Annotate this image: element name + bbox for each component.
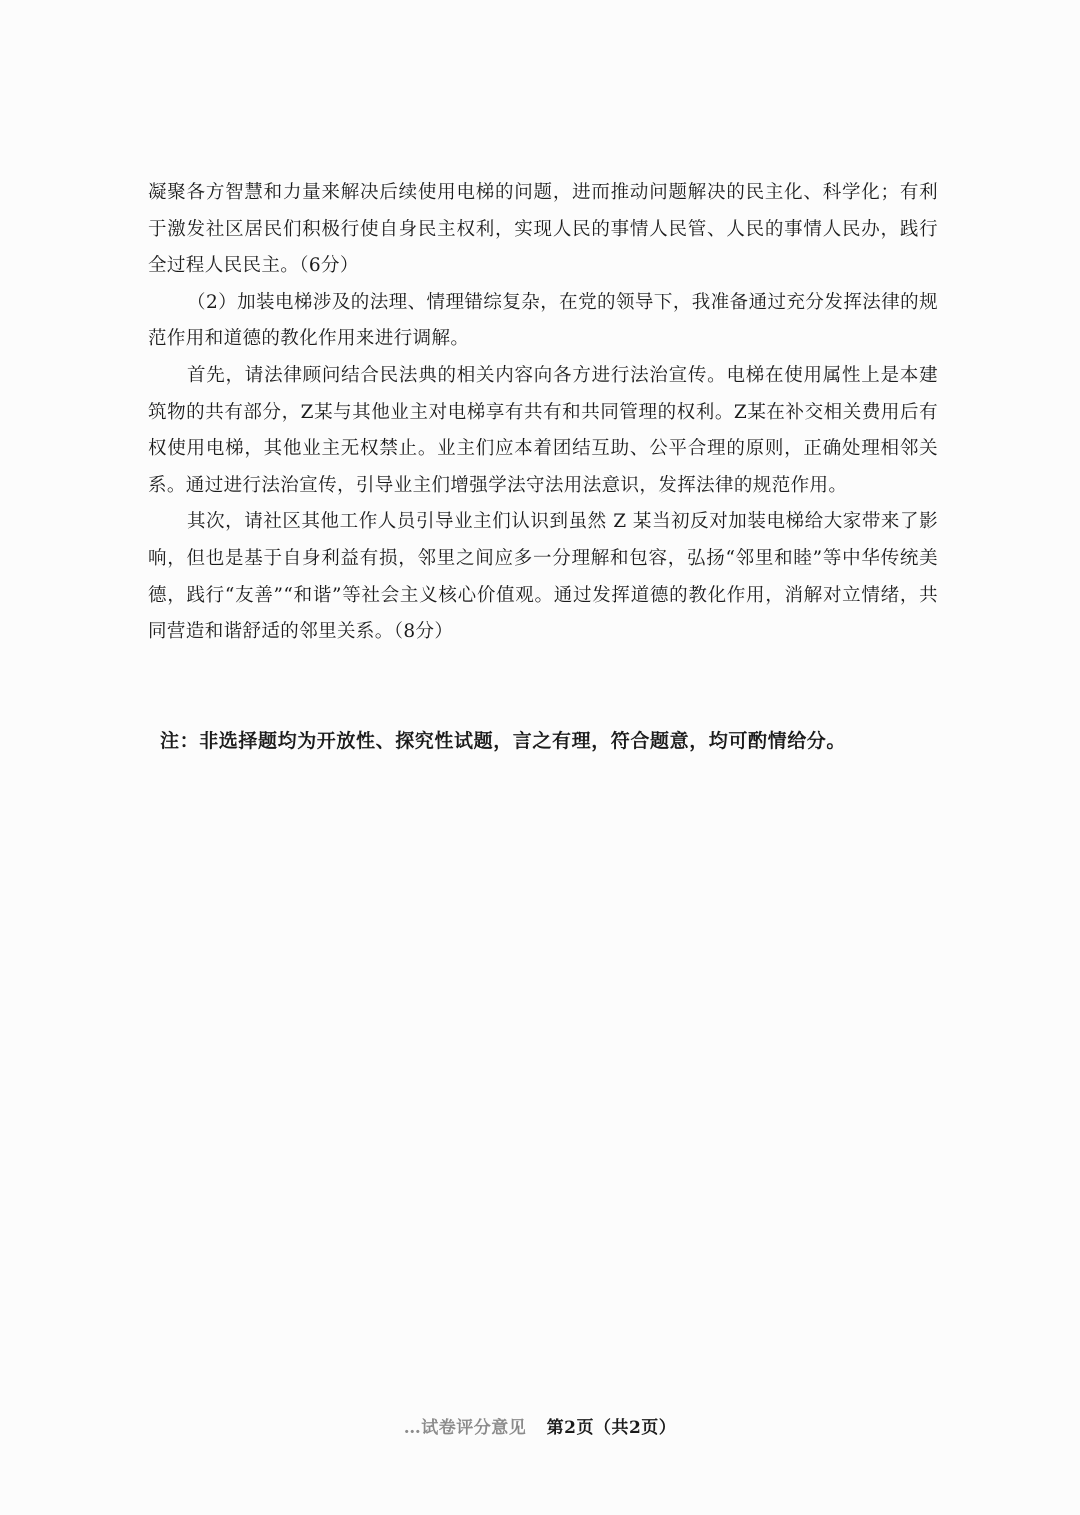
page-number: 第2页（共2页）	[546, 1418, 677, 1438]
paragraph-first-step: 首先，请法律顾问结合民法典的相关内容向各方进行法治宣传。电梯在使用属性上是本建筑物的共有部分，Z某与其他业主对电梯享有共有和共同管理的权利。Z某在补交相关费用后有权使用电梯，其他业主无权禁止。业主们应本着团结互助、公平合理的原则，正确处理相邻关系。通过进行法治宣传，引导业主们增强学法守法用法意识，发挥法律的规范作用。	[148, 364, 938, 496]
footer-doc-title: …试卷评分意见	[403, 1418, 527, 1438]
paragraph-question-2: （2）加装电梯涉及的法理、情理错综复杂，在党的领导下，我准备通过充分发挥法律的规范作用和道德的教化作用来进行调解。	[148, 291, 938, 350]
answer-body	[148, 175, 938, 651]
paragraph-second-step: 其次，请社区其他工作人员引导业主们认识到虽然 Z 某当初反对加装电梯给大家带来了影响，但也是基于自身利益有损，邻里之间应多一分理解和包容，弘扬“邻里和睦”等中华传统美德，践行“友善”“和谐”等社会主义核心价值观。通过发挥道德的教化作用，消解对立情绪，共同营造和谐舒适的邻里关系。（8分）	[148, 511, 938, 643]
scoring-note: 注：非选择题均为开放性、探究性试题，言之有理，符合题意，均可酌情给分。	[160, 730, 847, 752]
page-footer	[0, 1413, 1080, 1438]
paragraph-continuation: 凝聚各方智慧和力量来解决后续使用电梯的问题，进而推动问题解决的民主化、科学化；有利于激发社区居民们积极行使自身民主权利，实现人民的事情人民管、人民的事情人民办，践行全过程人民民主。（6分）	[148, 182, 938, 277]
